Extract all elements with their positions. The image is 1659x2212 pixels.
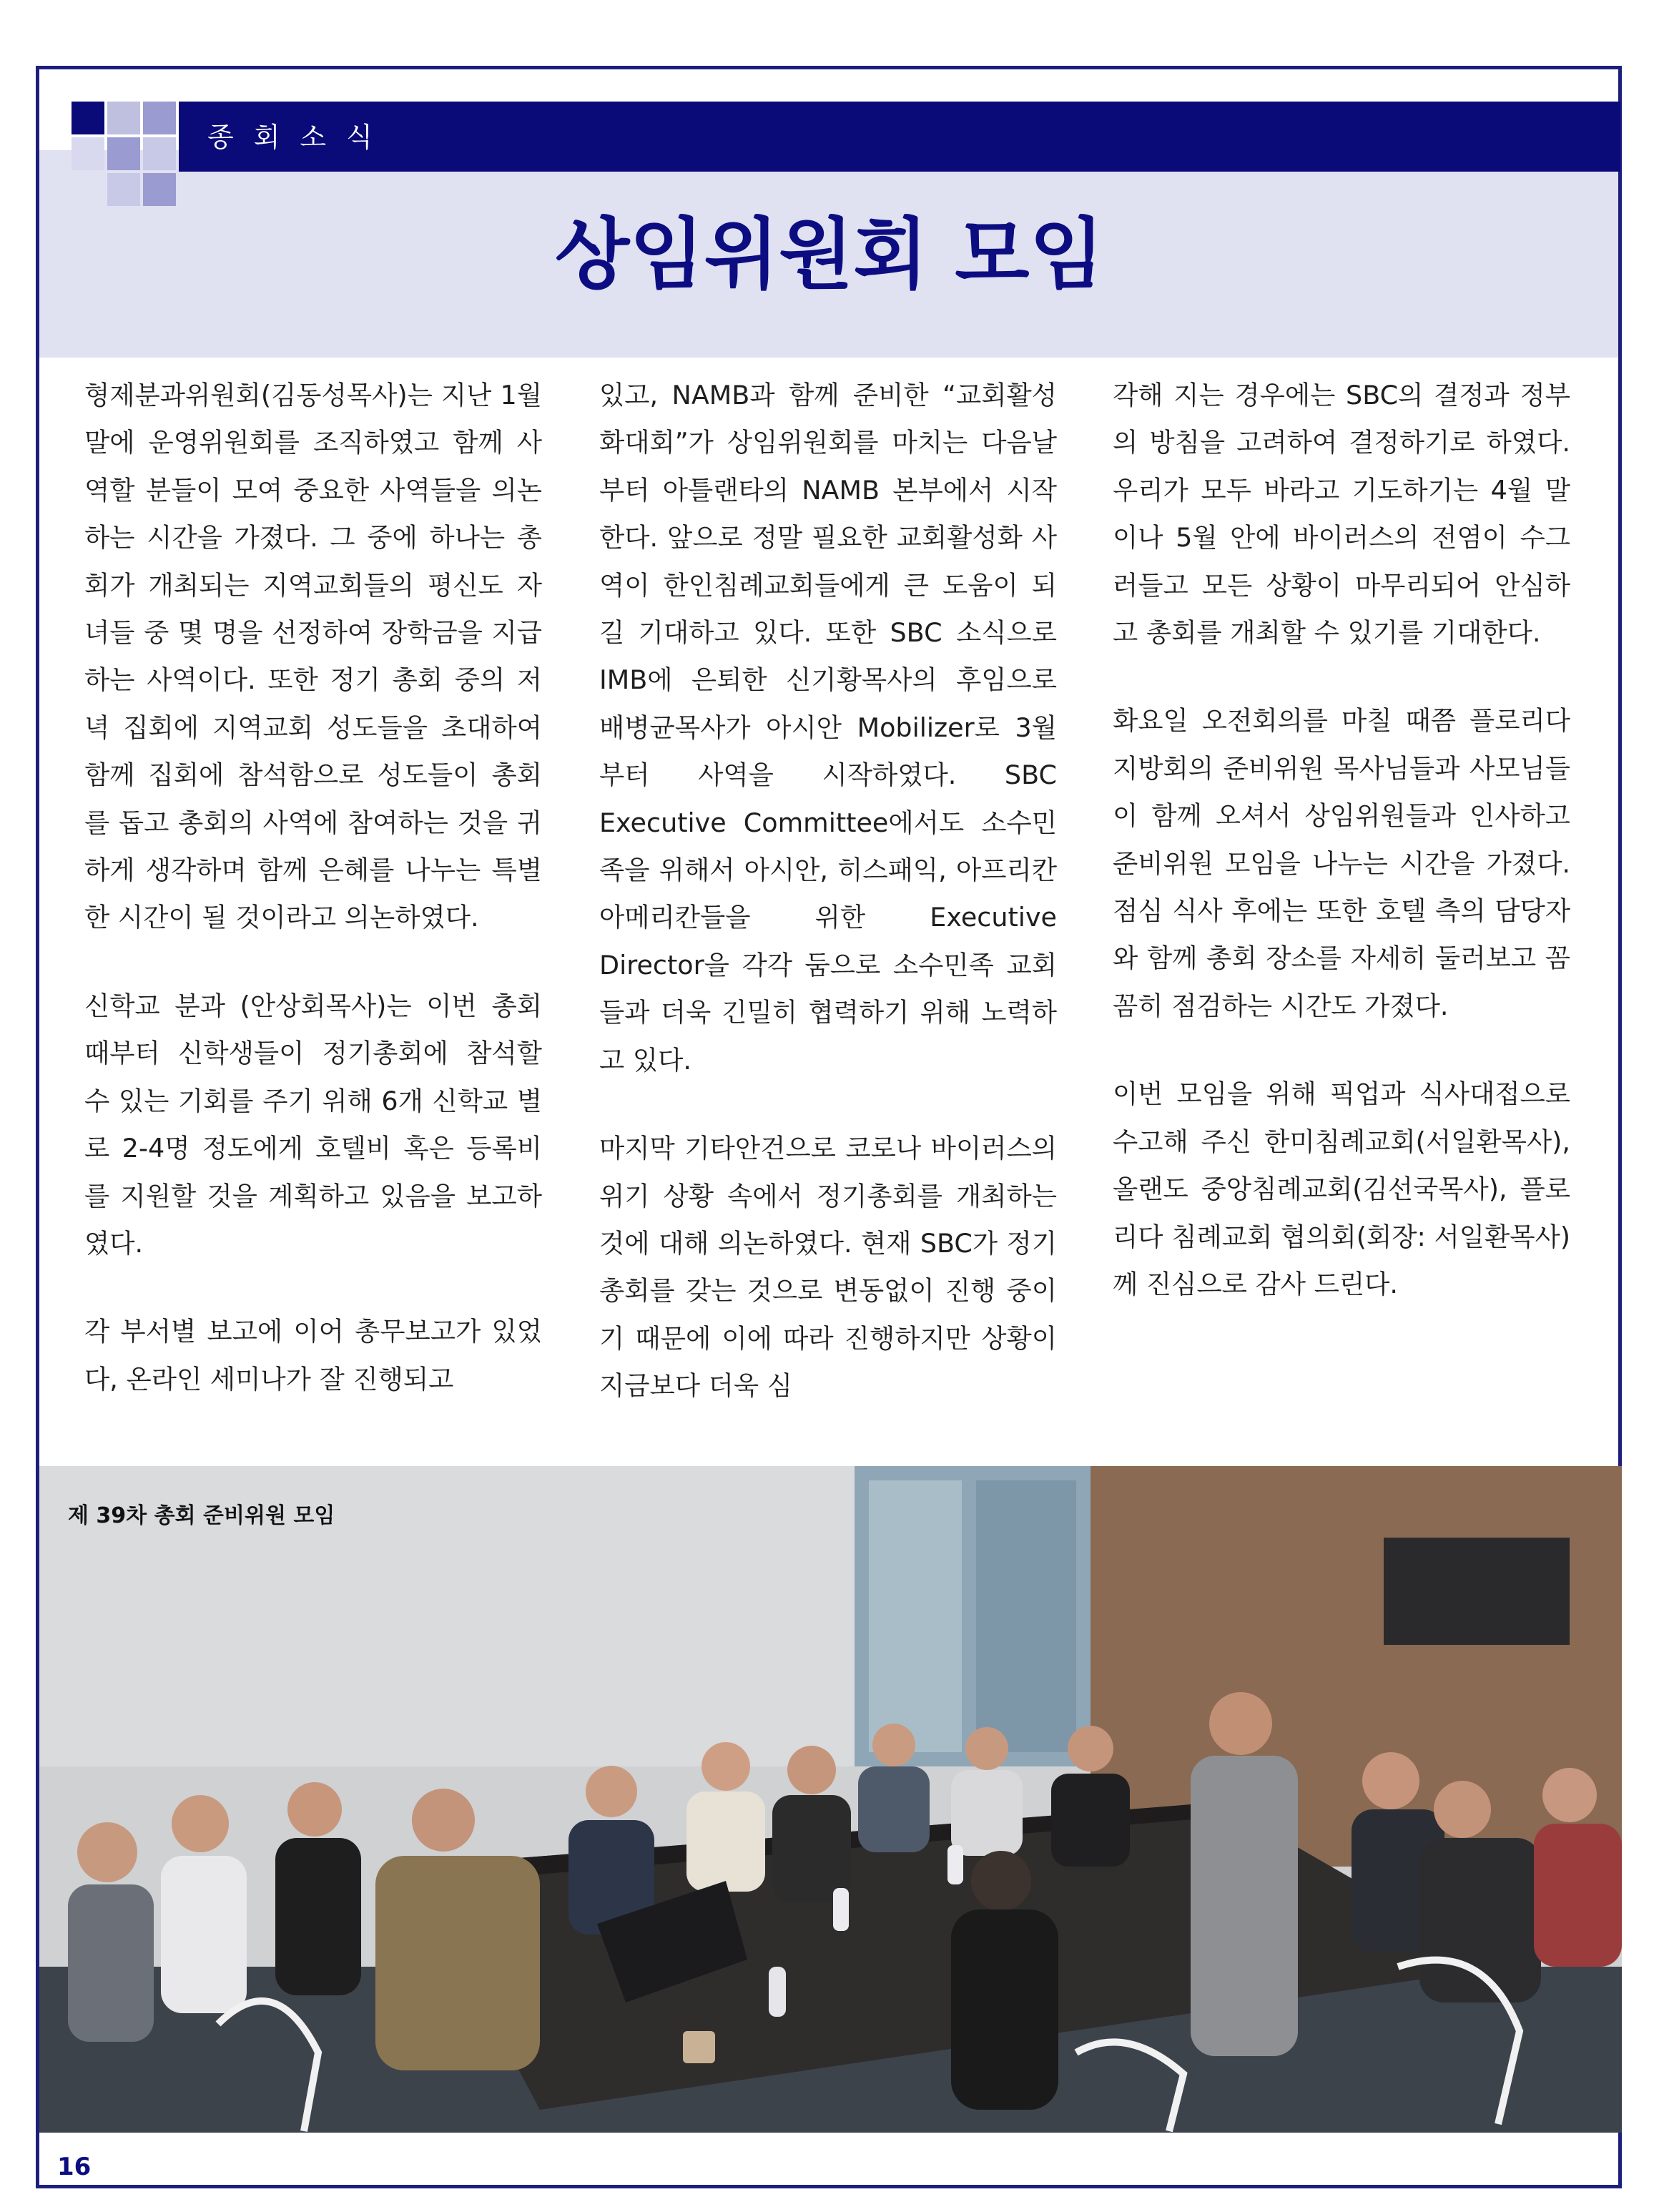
decor-square	[143, 137, 176, 170]
article-column-3	[1113, 372, 1570, 1308]
paragraph: 각해 지는 경우에는 SBC의 결정과 정부의 방침을 고려하여 결정하기로 하였다. 우리가 모두 바라고 기도하기는 4월 말이나 5월 안에 바이러스의 전염이 수그러들고 모든 상황이 마무리되어 안심하고 총회를 개최할 수 있기를 기대한다.	[1113, 380, 1570, 649]
paragraph: 마지막 기타안건으로 코로나 바이러스의 위기 상황 속에서 정기총회를 개최하는 것에 대해 의논하였다. 현재 SBC가 정기총회를 갖는 것으로 변동없이 진행 중이기 때문에 이에 따라 진행하지만 상황이 지금보다 더욱 심	[599, 1133, 1057, 1402]
decor-square	[143, 173, 176, 206]
section-label: 종회소식	[207, 122, 393, 153]
decor-square	[72, 137, 104, 170]
decor-square	[107, 137, 140, 170]
page-number: 16	[57, 2153, 92, 2181]
decor-square	[143, 102, 176, 134]
section-bar	[179, 102, 1620, 172]
decor-square	[107, 173, 140, 206]
meeting-photo	[39, 1466, 1622, 2133]
decor-square	[72, 102, 104, 134]
paragraph: 신학교 분과 (안상회목사)는 이번 총회 때부터 신학생들이 정기총회에 참석할 수 있는 기회를 주기 위해 6개 신학교 별로 2-4명 정도에게 호텔비 혹은 등록비를 지원할 것을 계획하고 있음을 보고하였다.	[84, 990, 542, 1259]
paragraph: 있고, NAMB과 함께 준비한 “교회활성화대회”가 상임위원회를 마치는 다음날부터 아틀랜타의 NAMB 본부에서 시작한다. 앞으로 정말 필요한 교회활성화 사역이 한인침례교회들에게 큰 도움이 되길 기대하고 있다. 또한 SBC 소식으로 IMB에 은퇴한 신기황목사의 후임으로 배병균목사가 아시안 Mobilizer로 3월부터 사역을 시작하였다. SBC Executive Committee에서도 소수민족을 위해서 아시안, 히스패익, 아프리칸 아메리칸들을 위한 Executive Director을 각각 둠으로 소수민족 교회들과 더욱 긴밀히 협력하기 위해 노력하고 있다.	[599, 380, 1057, 1076]
decor-square	[107, 102, 140, 134]
article-column-1	[84, 372, 542, 1403]
article-column-2	[599, 372, 1057, 1410]
paragraph: 이번 모임을 위해 픽업과 식사대접으로 수고해 주신 한미침례교회(서일환목사), 올랜도 중앙침례교회(김선국목사), 플로리다 침례교회 협의회(회장: 서일환목사)께 진심으로 감사 드린다.	[1113, 1078, 1570, 1299]
paragraph: 각 부서별 보고에 이어 총무보고가 있었다, 온라인 세미나가 잘 진행되고	[84, 1316, 542, 1395]
meeting-photo-illustration	[39, 1466, 1622, 2133]
photo-caption: 제 39차 총회 준비위원 모임	[68, 1503, 335, 1528]
page-title: 상임위원회 모임	[555, 210, 1104, 300]
paragraph: 화요일 오전회의를 마칠 때쯤 플로리다 지방회의 준비위원 목사님들과 사모님들이 함께 오셔서 상임위원들과 인사하고 준비위원 모임을 나누는 시간을 가졌다. 점심 식사 후에는 또한 호텔 측의 담당자와 함께 총회 장소를 자세히 둘러보고 꼼꼼히 점검하는 시간도 가졌다.	[1113, 705, 1570, 1021]
paragraph: 형제분과위원회(김동성목사)는 지난 1월말에 운영위원회를 조직하였고 함께 사역할 분들이 모여 중요한 사역들을 의논하는 시간을 가졌다. 그 중에 하나는 총회가 개최되는 지역교회들의 평신도 자녀들 중 몇 명을 선정하여 장학금을 지급하는 사역이다. 또한 정기 총회 중의 저녁 집회에 지역교회 성도들을 초대하여 함께 집회에 참석함으로 성도들이 총회를 돕고 총회의 사역에 참여하는 것을 귀하게 생각하며 함께 은혜를 나누는 특별한 시간이 될 것이라고 의논하였다.	[84, 380, 542, 933]
